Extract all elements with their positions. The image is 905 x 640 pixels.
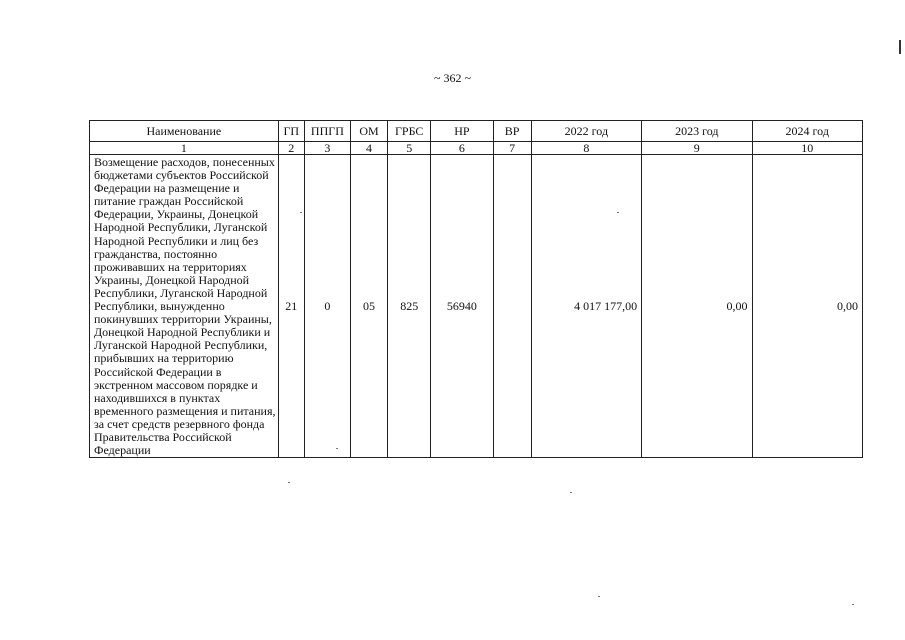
column-number: 2 (278, 142, 304, 155)
scan-speck (300, 212, 302, 213)
page-number: ~ 362 ~ (434, 71, 471, 85)
column-number: 3 (304, 142, 350, 155)
row-2022: 4 017 177,00 (531, 155, 641, 458)
header-ppgp: ППГП (304, 121, 350, 142)
table-row (90, 155, 863, 458)
column-number-row (90, 142, 863, 155)
row-2024: 0,00 (752, 155, 863, 458)
scan-speck (617, 212, 619, 213)
column-number: 1 (90, 142, 279, 155)
header-2024: 2024 год (752, 121, 863, 142)
header-grbs: ГРБС (388, 121, 431, 142)
header-om: ОМ (350, 121, 387, 142)
row-name: Возмещение расходов, понесенных бюджетами субъектов Российской Федерации на размещение и питание граждан Российской Федерации, Украины, Донецкой Народной Республики, Луганской Народной Республики и лиц без гражданства, постоянно проживавших на территориях Украины, Донецкой Народной Республики, Луганской Народной Республики, вынужденно покинувших территории Украины, Донецкой Народной Республики и Луганской Народной Республики, прибывших на территорию Российской Федерации в экстренном массовом порядке и находившихся в пунктах временного размещения и питания, за счет средств резервного фонда Правительства Российской Федерации (90, 155, 279, 458)
row-ppgp: 0 (304, 155, 350, 458)
column-number: 5 (388, 142, 431, 155)
header-vr: ВР (493, 121, 531, 142)
column-number: 8 (531, 142, 641, 155)
scan-speck (288, 482, 290, 483)
row-gp: 21 (278, 155, 304, 458)
column-number: 4 (350, 142, 387, 155)
header-row (90, 121, 863, 142)
header-name: Наименование (90, 121, 279, 142)
header-2023: 2023 год (642, 121, 752, 142)
row-om: 05 (350, 155, 387, 458)
budget-table (89, 120, 863, 458)
scan-edge-mark (899, 40, 901, 54)
row-2023: 0,00 (642, 155, 752, 458)
column-number: 10 (752, 142, 863, 155)
scan-speck (336, 448, 338, 449)
header-gp: ГП (278, 121, 304, 142)
row-vr (493, 155, 531, 458)
header-2022: 2022 год (531, 121, 641, 142)
column-number: 6 (431, 142, 493, 155)
header-nr: НР (431, 121, 493, 142)
column-number: 9 (642, 142, 752, 155)
row-nr: 56940 (431, 155, 493, 458)
scan-speck (598, 596, 600, 597)
column-number: 7 (493, 142, 531, 155)
row-grbs: 825 (388, 155, 431, 458)
scan-speck (852, 604, 854, 605)
scan-speck (570, 492, 572, 493)
